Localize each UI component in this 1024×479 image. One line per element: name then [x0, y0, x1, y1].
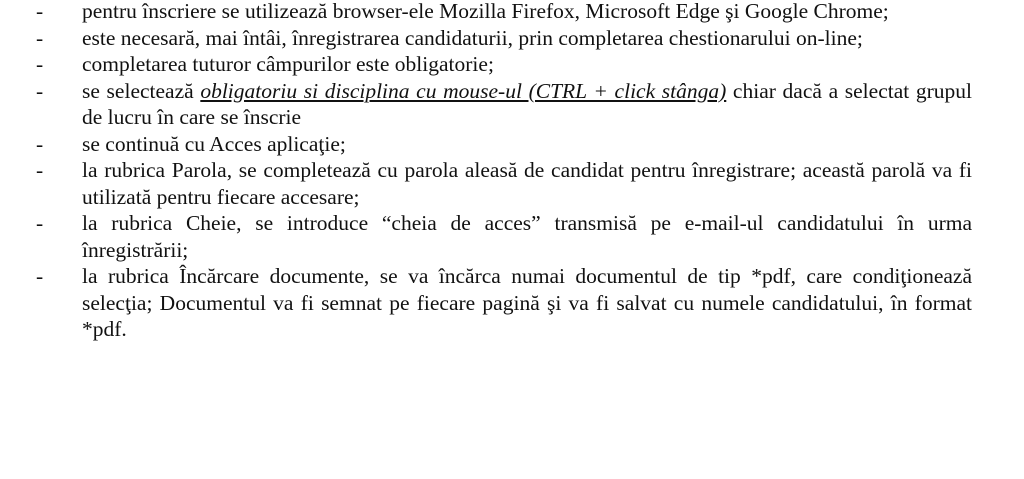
item-text: la rubrica Încărcare documente, se va încărca numai documentul de tip *pdf, care condiţionează selecţia; Documentul va fi semnat pe fiecare pagină şi va fi salvat cu numele candidatului, în format *pdf.: [82, 264, 972, 341]
bullet-dash: -: [36, 158, 44, 182]
list-item-access: [36, 131, 972, 158]
item-text: la rubrica Cheie, se introduce “cheia de acces” transmisă pe e-mail-ul candidatului în urma înregistrării;: [82, 211, 972, 262]
item-text-prefix: se selectează: [82, 78, 201, 103]
bullet-dash: -: [36, 25, 44, 50]
item-text: completarea tuturor câmpurilor este obligatorie;: [82, 52, 494, 76]
bullet-dash: -: [36, 0, 44, 23]
emphasis-text: obligatoriu si disciplina cu mouse-ul (CTRL + click stânga): [200, 78, 727, 103]
list-item-required-fields: [36, 51, 972, 78]
bullet-dash: -: [36, 131, 44, 156]
list-item-password: [36, 157, 972, 210]
bullet-dash: -: [36, 52, 44, 76]
list-item-key: [36, 210, 972, 263]
item-text: este necesară, mai întâi, înregistrarea candidaturii, prin completarea chestionarului on-line;: [82, 25, 863, 50]
list-item-registration: [36, 25, 972, 52]
item-text: se continuă cu Acces aplicaţie;: [82, 131, 346, 156]
item-text: pentru înscriere se utilizează browser-ele Mozilla Firefox, Microsoft Edge şi Google Chrome;: [82, 0, 889, 23]
instruction-list: [36, 0, 972, 343]
list-item-selection: [36, 78, 972, 131]
bullet-dash: -: [36, 78, 44, 103]
bullet-dash: -: [36, 264, 44, 288]
bullet-dash: -: [36, 211, 44, 235]
item-text: la rubrica Parola, se completează cu parola aleasă de candidat pentru înregistrare; această parolă va fi utilizată pentru fiecare accesare;: [82, 158, 972, 209]
list-item-upload: [36, 263, 972, 343]
list-item-browsers: [36, 0, 972, 25]
item-text-suffix: chiar dacă a selectat grupul de lucru în care se înscrie: [82, 78, 973, 129]
